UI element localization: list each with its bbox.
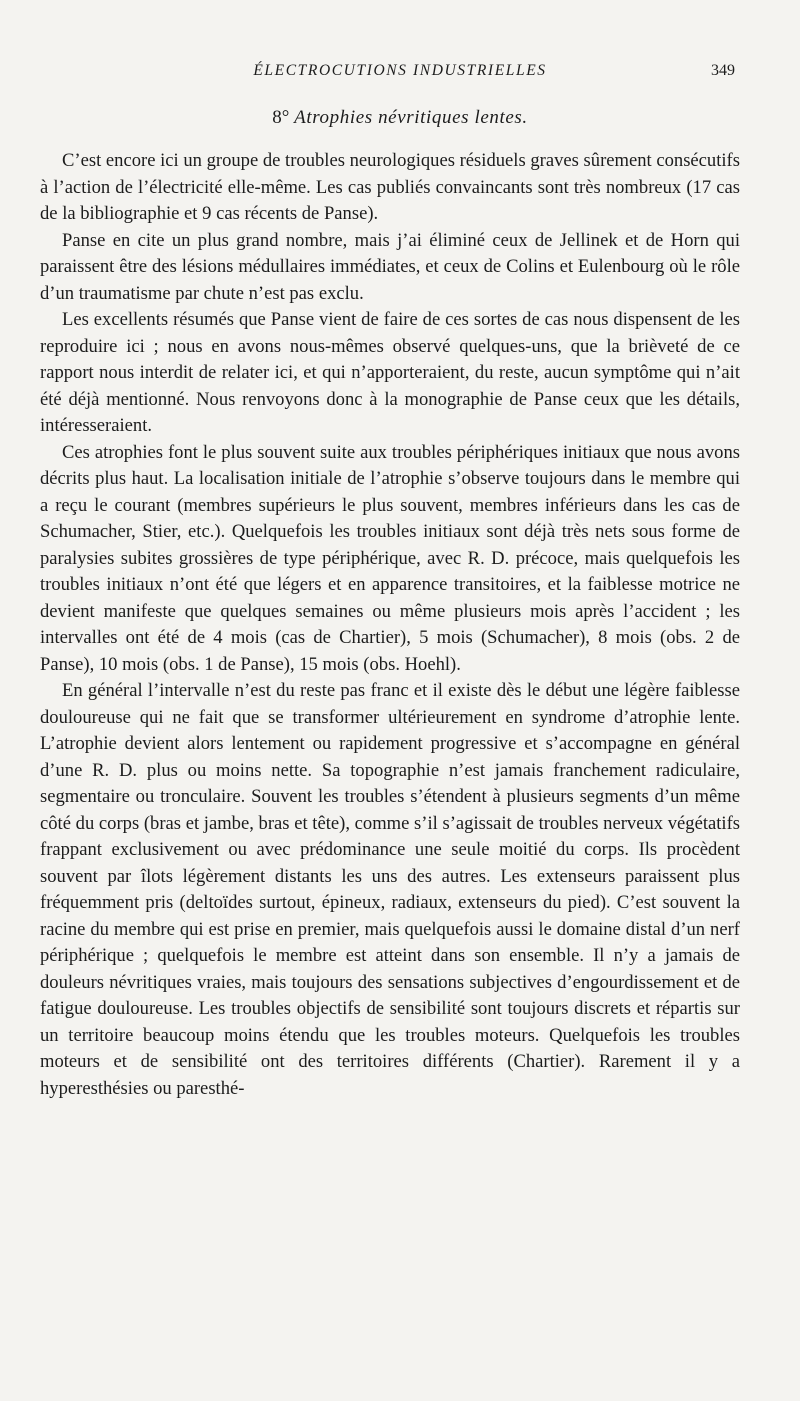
paragraph-3: Les excellents résumés que Panse vient de faire de ces sortes de cas nous dispensent de les reproduire ici ; nous en avons nous-mêmes observé quelques-uns, que la brièveté de ce rapport nous interdit de relater ici, et qui n’apporteraient, du reste, aucun symptôme qui n’ait été déjà mentionné. Nous renvoyons donc à la monographie de Panse ceux que les détails, intéresseraient. bbox=[40, 309, 740, 436]
running-head bbox=[0, 62, 800, 84]
section-number: 8° bbox=[272, 107, 290, 128]
section-title: Atrophies névritiques lentes. bbox=[294, 107, 528, 128]
paragraph-5: En général l’intervalle n’est du reste pas franc et il existe dès le début une légère faiblesse douloureuse qui ne fait que se transformer ultérieurement en syndrome d’atrophie lente. L’atrophie devient alors lentement ou rapidement progressive et s’accompagne en général d’une R. D. plus ou moins nette. Sa topographie n’est jamais franchement radiculaire, segmentaire ou tronculaire. Souvent les troubles s’étendent à plusieurs segments d’un même côté du corps (bras et jambe, bras et tête), comme s’il s’agissait de troubles nerveux végétatifs frappant exclusivement ou avec prédominance une seule moitié du corps. Ils procèdent souvent par îlots légèrement distants les uns des autres. Les extenseurs paraissent plus fréquemment pris (deltoïdes surtout, épineux, radiaux, extenseurs du pied). C’est souvent la racine du membre qui est prise en premier, mais quelquefois aussi le domaine distal d’un nerf périphérique ; quelquefois le membre est atteint dans son ensemble. Il n’y a jamais de douleurs névritiques vraies, mais toujours des sensations subjectives d’engourdissement et de fatigue douloureuse. Les troubles objectifs de sensibilité sont toujours discrets et répartis sur un territoire beaucoup moins étendu que les troubles moteurs. Quelquefois les troubles moteurs et de sensibilité ont des territoires différents (Chartier). Rarement il y a hyperesthésies ou paresthé- bbox=[40, 680, 740, 1099]
paragraph-1: C’est encore ici un groupe de troubles neurologiques résiduels graves sûrement consécutifs à l’action de l’électricité elle-même. Les cas publiés convaincants sont très nombreux (17 cas de la bibliographie et 9 cas récents de Panse). bbox=[40, 150, 740, 224]
section-heading bbox=[0, 107, 800, 129]
paragraph-4: Ces atrophies font le plus souvent suite aux troubles périphériques initiaux que nous avons décrits plus haut. La localisation initiale de l’atrophie s’observe toujours dans le membre qui a reçu le courant (membres supérieurs le plus souvent, membres inférieurs dans les cas de Schumacher, Stier, etc.). Quelquefois les troubles initiaux sont déjà très nets sous forme de paralysies subites grossières de type périphérique, avec R. D. précoce, mais quelquefois les troubles initiaux n’ont été que légers et en apparence transitoires, et la faiblesse motrice ne devient manifeste que quelques semaines ou même plusieurs mois après l’accident ; les intervalles ont été de 4 mois (cas de Chartier), 5 mois (Schumacher), 8 mois (obs. 2 de Panse), 10 mois (obs. 1 de Panse), 15 mois (obs. Hoehl). bbox=[40, 441, 740, 675]
page-number: 349 bbox=[711, 62, 735, 79]
paragraph-2: Panse en cite un plus grand nombre, mais j’ai éliminé ceux de Jellinek et de Horn qui paraissent être des lésions médullaires immédiates, et ceux de Colins et Eulenbourg où le rôle d’un traumatisme par chute n’est pas exclu. bbox=[40, 229, 740, 304]
body-text bbox=[40, 148, 740, 1102]
running-title: ÉLECTROCUTIONS INDUSTRIELLES bbox=[253, 62, 547, 79]
